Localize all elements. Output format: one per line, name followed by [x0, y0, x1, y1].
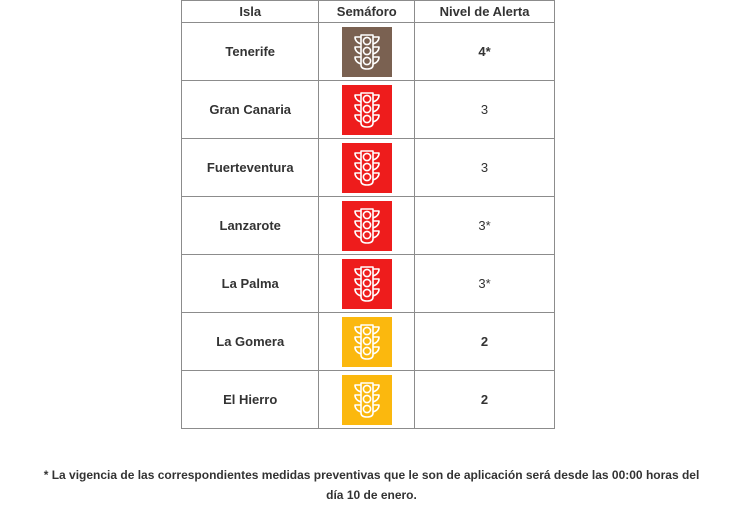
- isla-cell: Gran Canaria: [182, 81, 319, 139]
- traffic-light-icon: [342, 317, 392, 367]
- table-row: [182, 23, 555, 81]
- header-nivel: Nivel de Alerta: [415, 1, 555, 23]
- table-row: [182, 371, 555, 429]
- isla-cell: Lanzarote: [182, 197, 319, 255]
- alert-level-table: [181, 0, 555, 429]
- table-row: [182, 139, 555, 197]
- isla-cell: Tenerife: [182, 23, 319, 81]
- isla-cell: Fuerteventura: [182, 139, 319, 197]
- traffic-light-icon: [342, 201, 392, 251]
- semaforo-cell: [319, 139, 415, 197]
- semaforo-cell: [319, 313, 415, 371]
- isla-cell: La Palma: [182, 255, 319, 313]
- table-row: [182, 313, 555, 371]
- nivel-cell: 3: [415, 139, 555, 197]
- table-header-row: [182, 1, 555, 23]
- table-row: [182, 255, 555, 313]
- semaforo-cell: [319, 197, 415, 255]
- header-isla: Isla: [182, 1, 319, 23]
- traffic-light-icon: [342, 259, 392, 309]
- isla-cell: La Gomera: [182, 313, 319, 371]
- table-row: [182, 197, 555, 255]
- nivel-cell: 3: [415, 81, 555, 139]
- nivel-cell: 2: [415, 371, 555, 429]
- table-row: [182, 81, 555, 139]
- semaforo-cell: [319, 255, 415, 313]
- nivel-cell: 3*: [415, 197, 555, 255]
- traffic-light-icon: [342, 375, 392, 425]
- nivel-cell: 2: [415, 313, 555, 371]
- footnote-line-1: * La vigencia de las correspondientes medidas preventivas que le son de aplicación será desde las 00:00 horas del: [43, 468, 700, 482]
- nivel-cell: 4*: [415, 23, 555, 81]
- footnote: [0, 465, 743, 505]
- traffic-light-icon: [342, 27, 392, 77]
- traffic-light-icon: [342, 143, 392, 193]
- semaforo-cell: [319, 23, 415, 81]
- footnote-line-2: día 10 de enero.: [326, 488, 417, 502]
- isla-cell: El Hierro: [182, 371, 319, 429]
- header-semaforo: Semáforo: [319, 1, 415, 23]
- semaforo-cell: [319, 81, 415, 139]
- semaforo-cell: [319, 371, 415, 429]
- nivel-cell: 3*: [415, 255, 555, 313]
- traffic-light-icon: [342, 85, 392, 135]
